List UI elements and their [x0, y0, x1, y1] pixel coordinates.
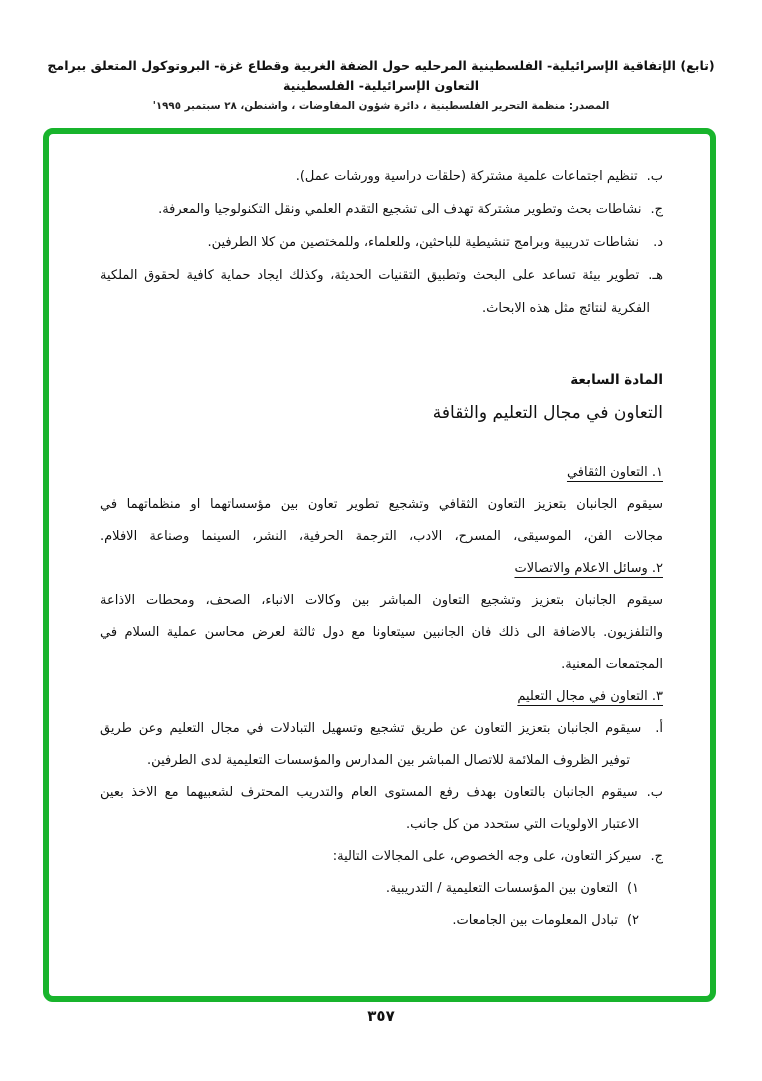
list-item-text: نشاطات تدريبية وبرامج تنشيطية للباحثين، وللعلماء، وللمختصين من كلا الطرفين. [207, 235, 640, 250]
spacer [100, 431, 663, 457]
list-item [100, 841, 663, 873]
list-item-marker: أ. [655, 721, 663, 736]
list-item-continuation: الفكرية لنتائج مثل هذه الابحاث. [482, 301, 650, 316]
list-item-marker: ب. [646, 785, 663, 800]
list-item [100, 259, 663, 292]
list-item-text: سيقوم الجانبان بالتعاون بهدف رفع المستوى العام والتدريب المحترف لشعبيهما مع الاخذ بعين [100, 785, 638, 800]
list-item-text: نشاطات بحث وتطوير مشتركة تهدف الى تشجيع التقدم العلمي ونقل التكنولوجيا والمعرفة. [158, 202, 642, 217]
list-item-marker: ب. [646, 169, 663, 184]
list-item [100, 777, 663, 809]
numbered-item [100, 905, 639, 937]
list-item-marker: د. [653, 235, 663, 250]
list-item [100, 713, 663, 745]
paragraph-line: المجتمعات المعنية. [561, 657, 663, 672]
list-item-marker: هـ. [648, 268, 663, 283]
numbered-item-text: التعاون بين المؤسسات التعليمية / التدريبية. [385, 881, 618, 896]
list-item-text: سيركز التعاون، على وجه الخصوص، على المجالات التالية: [332, 849, 642, 864]
header-title: (تابع) الإتفاقية الإسرائيلية- الفلسطينية المرحليه حول الضفة الغربية وقطاع غزة- البروتوكول المتعلق ببرامج التعاون الإسرائيلية- الفلسطينية [47, 58, 715, 93]
list-item-text: تطوير بيئة تساعد على البحث وتطبيق التقنيات الحديثة، وكذلك ايجاد حماية كافية لحقوق الملكية [100, 268, 640, 283]
numbered-item-text: تبادل المعلومات بين الجامعات. [452, 913, 618, 928]
paragraph-line: سيقوم الجانبان بتعزيز وتشجيع التعاون المباشر بين وكالات الانباء، الصحف، ومحطات الاذاعة [100, 593, 663, 608]
section-title: ٣. التعاون في مجال التعليم [517, 689, 663, 704]
list-item-continuation: توفير الظروف الملائمة للاتصال المباشر بين المدارس والمؤسسات التعليمية لدى الطرفين. [147, 753, 630, 768]
document-header [0, 56, 762, 112]
header-source: المصدر: منظمة التحرير الفلسطينية ، دائرة شؤون المفاوضات ، واشنطن، ٢٨ سبتمبر ١٩٩٥' [152, 100, 610, 113]
numbered-item-marker: ١) [626, 881, 639, 896]
body-text [49, 134, 710, 996]
list-item [100, 193, 663, 226]
article-heading: المادة السابعة [570, 372, 663, 388]
list-item [100, 226, 663, 259]
list-item-marker: ج. [650, 849, 663, 864]
paragraph-line: مجالات الفن، الموسيقى، المسرح، الادب، الترجمة الحرفية، النشر، السينما وصناعة الافلام. [100, 529, 663, 544]
paragraph-line: سيقوم الجانبان بتعزيز التعاون الثقافي وتشجيع تطوير تعاون بين مؤسساتهما او منظماتهما في [100, 497, 663, 512]
paragraph-line: والتلفزيون. بالاضافة الى ذلك فان الجانبين سيتعاونا مع دول ثالثة لعرض محاسن عملية السلام في [100, 625, 663, 640]
list-item-continuation: الاعتبار الاولويات التي ستحدد من كل جانب. [405, 817, 639, 832]
list-item-text: سيقوم الجانبان بتعزيز التعاون عن طريق تشجيع وتسهيل التبادلات في مجال التعليم وعن طريق [100, 721, 642, 736]
spacer [100, 325, 663, 365]
page-number: ٣٥٧ [367, 1007, 395, 1025]
numbered-item [100, 873, 639, 905]
numbered-item-marker: ٢) [626, 913, 639, 928]
section-title: ٢. وسائل الاعلام والاتصالات [514, 561, 663, 576]
article-subheading: التعاون في مجال التعليم والثقافة [432, 403, 663, 423]
list-item-text: تنظيم اجتماعات علمية مشتركة (حلقات دراسية وورشات عمل). [295, 169, 638, 184]
section-title: ١. التعاون الثقافي [566, 465, 663, 480]
list-item [100, 160, 663, 193]
list-item-marker: ج. [650, 202, 663, 217]
